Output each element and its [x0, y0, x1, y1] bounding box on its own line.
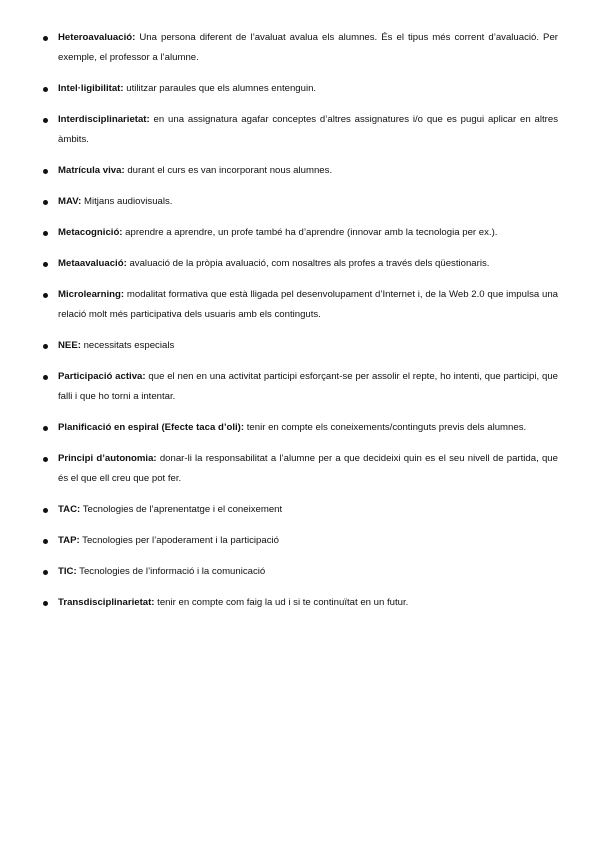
glossary-definition: Tecnologies de l’informació i la comunicació	[79, 566, 266, 577]
glossary-entry	[43, 28, 558, 68]
glossary-definition: utilitzar paraules que els alumnes entenguin.	[126, 83, 317, 94]
bullet-icon	[43, 457, 48, 462]
glossary-entry	[43, 593, 558, 613]
glossary-term: TIC:	[58, 566, 77, 577]
bullet-icon	[43, 169, 48, 174]
bullet-icon	[43, 231, 48, 236]
glossary-definition: que el nen en una activitat participi esforçant-se per assolir el repte, ho intenti, que participi, que falli i que ho torni a intentar.	[58, 371, 558, 402]
glossary-entry	[43, 192, 558, 212]
bullet-icon	[43, 601, 48, 606]
bullet-icon	[43, 508, 48, 513]
glossary-term: Interdisciplinarietat:	[58, 114, 150, 125]
glossary-definition: Tecnologies per l’apoderament i la participació	[82, 535, 279, 546]
glossary-definition: tenir en compte com faig la ud i si te continuïtat en un futur.	[157, 597, 409, 608]
glossary-term: Participació activa:	[58, 371, 146, 382]
glossary-definition: Mitjans audiovisuals.	[83, 196, 173, 207]
bullet-icon	[43, 570, 48, 575]
glossary-definition: durant el curs es van incorporant nous alumnes.	[127, 165, 333, 176]
bullet-icon	[43, 426, 48, 431]
glossary-term: Principi d’autonomia:	[58, 453, 157, 464]
bullet-icon	[43, 200, 48, 205]
glossary-term: Planificació en espiral (Efecte taca d’oli):	[58, 422, 245, 433]
glossary-entry	[43, 223, 558, 243]
glossary-term: Intel·ligibilitat:	[58, 83, 124, 94]
glossary-entry	[43, 562, 558, 582]
glossary-entry	[43, 110, 558, 150]
glossary-definition: Una persona diferent de l’avaluat avalua els alumnes. És el tipus més corrent d’avaluació. Per exemple, el professor a l’alumne.	[58, 32, 558, 63]
glossary-entry	[43, 79, 558, 99]
glossary-entry	[43, 449, 558, 489]
glossary-entry	[43, 367, 558, 407]
glossary-definition: necessitats especials	[83, 340, 175, 351]
bullet-icon	[43, 87, 48, 92]
glossary-entry	[43, 500, 558, 520]
bullet-icon	[43, 375, 48, 380]
bullet-icon	[43, 118, 48, 123]
glossary-definition: tenir en compte els coneixements/continguts previs dels alumnes.	[246, 422, 527, 433]
glossary-entry	[43, 285, 558, 325]
glossary-entry	[43, 254, 558, 274]
glossary-list	[43, 28, 558, 624]
glossary-term: Microlearning:	[58, 289, 125, 300]
glossary-term: NEE:	[58, 340, 81, 351]
glossary-entry	[43, 418, 558, 438]
glossary-term: Metaavaluació:	[58, 258, 127, 269]
glossary-term: Matrícula viva:	[58, 165, 125, 176]
bullet-icon	[43, 262, 48, 267]
bullet-icon	[43, 344, 48, 349]
glossary-entry	[43, 161, 558, 181]
glossary-entry	[43, 336, 558, 356]
glossary-definition: avaluació de la pròpia avaluació, com nosaltres als profes a través dels qüestionaris.	[129, 258, 490, 269]
glossary-entry	[43, 531, 558, 551]
bullet-icon	[43, 293, 48, 298]
glossary-definition: en una assignatura agafar conceptes d’altres assignatures i/o que es pugui aplicar en altres àmbits.	[58, 114, 559, 145]
glossary-term: Transdisciplinarietat:	[58, 597, 155, 608]
glossary-definition: Tecnologies de l’aprenentatge i el coneixement	[82, 504, 283, 515]
glossary-definition: aprendre a aprendre, un profe també ha d’aprendre (innovar amb la tecnologia per ex.).	[125, 227, 498, 238]
glossary-term: Heteroavaluació:	[58, 32, 136, 43]
glossary-term: Metacognició:	[58, 227, 123, 238]
glossary-term: MAV:	[58, 196, 82, 207]
bullet-icon	[43, 36, 48, 41]
glossary-definition: donar-li la responsabilitat a l’alumne per a que decideixi quin es el seu nivell de partida, que és el que ell creu que pot fer.	[58, 453, 558, 484]
glossary-term: TAP:	[58, 535, 80, 546]
glossary-definition: modalitat formativa que està lligada pel desenvolupament d’Internet i, de la Web 2.0 que impulsa una relació molt més participativa dels usuaris amb els continguts.	[58, 289, 558, 320]
glossary-term: TAC:	[58, 504, 81, 515]
bullet-icon	[43, 539, 48, 544]
